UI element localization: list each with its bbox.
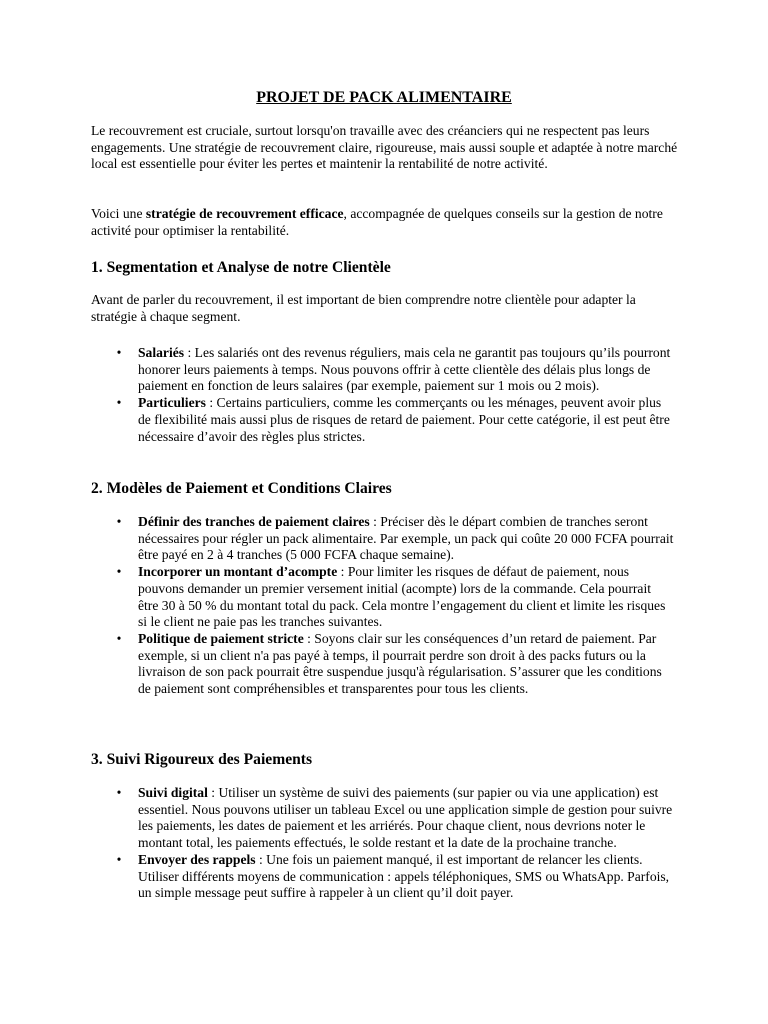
list-item — [116, 630, 674, 698]
bullet-icon: • — [116, 851, 122, 867]
section-intro-segmentation: Avant de parler du recouvrement, il est important de bien comprendre notre clientèle pour adapter la stratégie à chaque segment. — [91, 292, 636, 324]
item-term: Incorporer un montant d’acompte — [138, 564, 338, 580]
intro-paragraph: Le recouvrement est cruciale, surtout lorsqu'on travaille avec des créanciers qui ne respectent pas leurs engagements. Une stratégie de recouvrement claire, rigoureuse, mais aussi souple et adaptée à notre marché local est essentielle pour éviter les pertes et maintenir la rentabilité de notre activité. — [91, 123, 678, 172]
payment-tracking-list — [116, 785, 674, 902]
bullet-icon: • — [116, 564, 122, 580]
item-text: : Préciser dès le départ combien de tranches seront nécessaires pour régler un pack alimentaire. Par exemple, un pack qui coûte 20 000 FCFA pourrait être payé en 2 à 4 tranches (5 000 FCFA chaque semaine). — [138, 514, 674, 563]
bullet-icon: • — [116, 630, 122, 646]
item-text: : Certains particuliers, comme les commerçants ou les ménages, peuvent avoir plus de flexibilité mais aussi plus de risques de retard de paiement. Pour cette catégorie, il est peut être nécessaire d’avoir des règles plus strictes. — [138, 395, 670, 444]
strategy-prefix: Voici une — [91, 206, 146, 221]
strategy-paragraph — [91, 206, 681, 239]
bullet-icon: • — [116, 785, 122, 800]
bullet-icon: • — [116, 345, 122, 360]
section-heading-payment-tracking: 3. Suivi Rigoureux des Paiements — [91, 751, 313, 768]
list-item — [116, 851, 674, 902]
item-text: : Utiliser un système de suivi des paiements (sur papier ou via une application) est essentiel. Nous pouvons utiliser un tableau Excel ou une application simple de gestion pour suivre les paiements, les dates de paiement et les arriérés. Pour chaque client, nous devrions noter le montant total, les paiements effectués, le solde restant et la date de la prochaine tranche. — [138, 785, 673, 851]
document-title: PROJET DE PACK ALIMENTAIRE — [256, 89, 512, 106]
item-text: : Pour limiter les risques de défaut de paiement, nous pouvons demander un premier versement initial (acompte) lors de la commande. Cela pourrait être 30 à 50 % du montant total du pack. Cela montre l’engagement du client et limite les risques si le client ne paie pas les tranches suivantes. — [138, 564, 666, 630]
list-item — [116, 564, 674, 631]
item-text: : Une fois un paiement manqué, il est important de relancer les clients. Utiliser différents moyens de communication : appels téléphoniques, SMS ou WhatsApp. Parfois, un simple message peut suffire à rappeler à un client qu’il doit payer. — [138, 851, 670, 901]
item-term: Politique de paiement stricte — [138, 630, 304, 646]
list-item — [116, 395, 674, 445]
item-term: Suivi digital — [138, 785, 208, 800]
item-text: : Les salariés ont des revenus réguliers, mais cela ne garantit pas toujours qu’ils pourront honorer leurs paiements à temps. Nous pouvons offrir à cette clientèle des délais plus longs de paiement en fonction de leurs salaires (par exemple, paiement sur 1 mois ou 2 mois). — [138, 345, 671, 394]
bullet-icon: • — [116, 395, 122, 411]
strategy-suffix: , accompagnée de quelques conseils sur la gestion de notre activité pour optimiser la rentabilité. — [91, 206, 663, 238]
item-term: Particuliers — [138, 395, 206, 411]
section-heading-segmentation: 1. Segmentation et Analyse de notre Clientèle — [91, 259, 391, 276]
item-term: Définir des tranches de paiement claires — [138, 514, 370, 529]
list-item — [116, 514, 674, 564]
item-term: Envoyer des rappels — [138, 851, 256, 867]
section-heading-payment-models: 2. Modèles de Paiement et Conditions Claires — [91, 480, 392, 497]
list-item — [116, 345, 674, 395]
item-term: Salariés — [138, 345, 185, 360]
segmentation-list — [116, 345, 674, 445]
bullet-icon: • — [116, 514, 122, 529]
payment-models-list — [116, 514, 674, 698]
list-item — [116, 785, 674, 852]
item-text: : Soyons clair sur les conséquences d’un retard de paiement. Par exemple, si un client n'a pas payé à temps, il pourrait perdre son droit à des packs futurs ou la livraison de son pack pourrait être suspendue jusqu'à régularisation. S’assurer que les conditions de paiement sont compréhensibles et transparentes pour tous les clients. — [138, 630, 662, 697]
strategy-bold: stratégie de recouvrement efficace — [145, 206, 344, 221]
